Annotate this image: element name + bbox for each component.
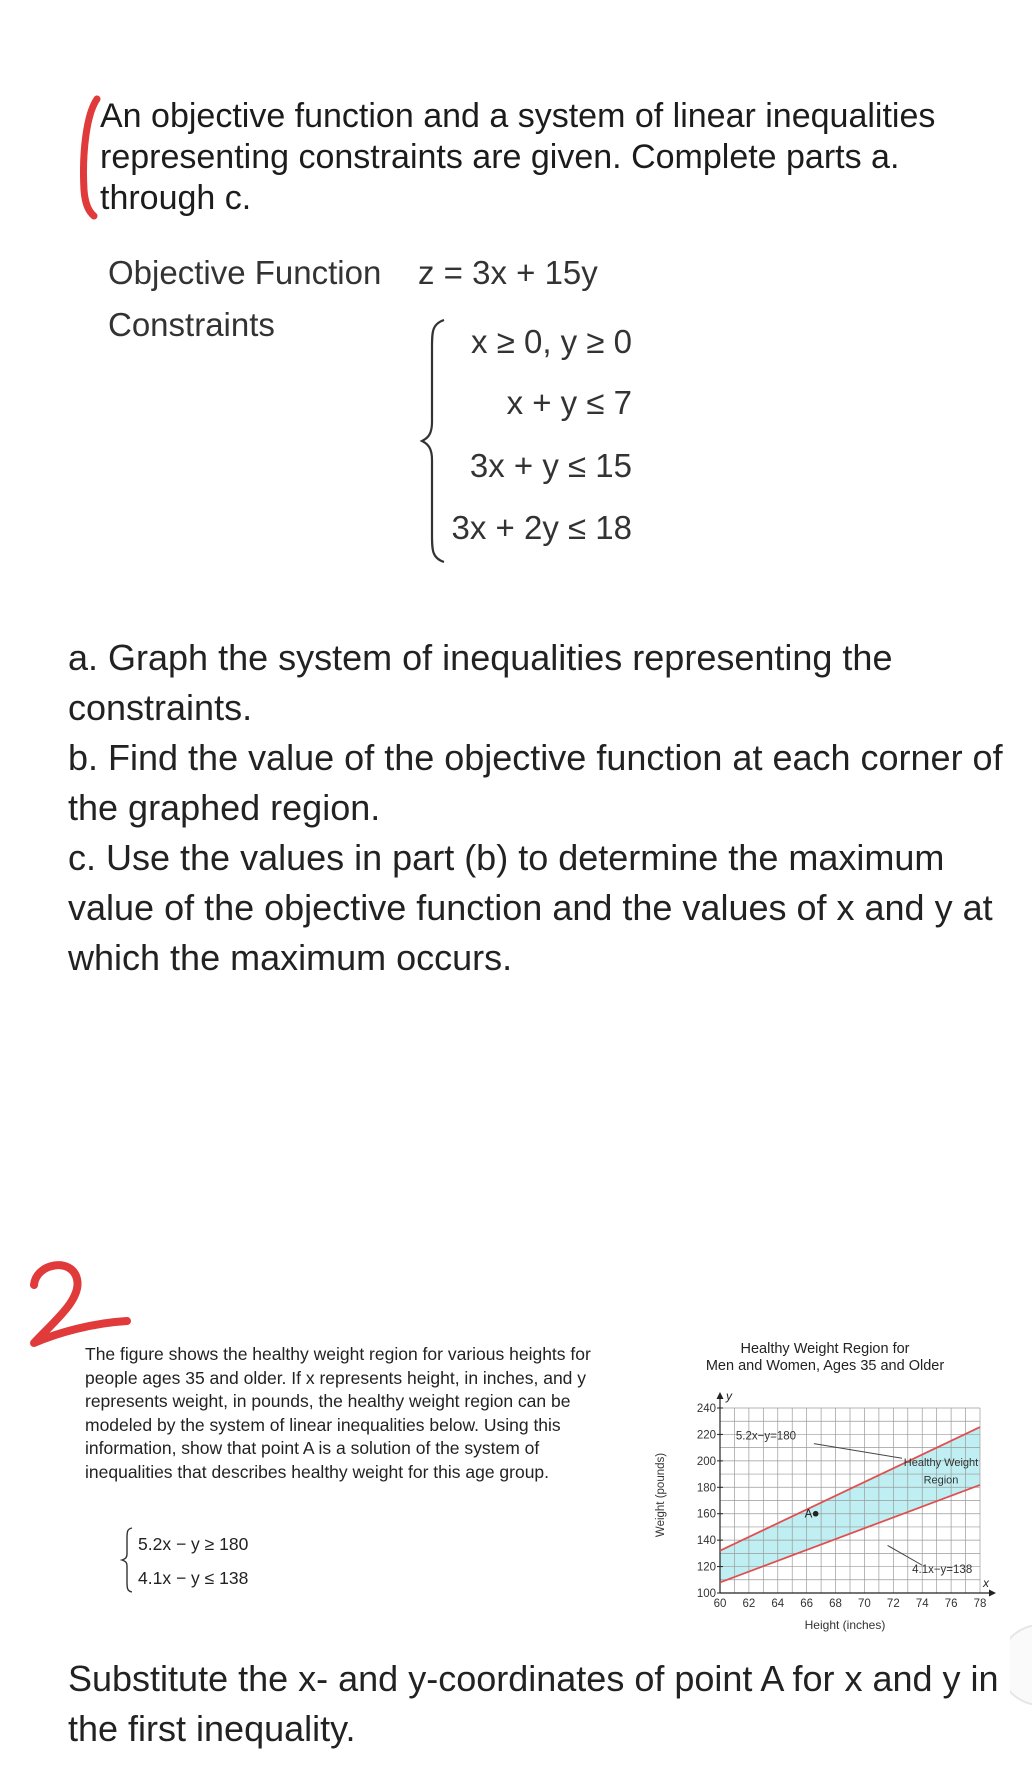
y-tick-label: 180 (696, 1482, 716, 1495)
inequalities-brace-icon (120, 1527, 134, 1593)
y-axis-letter: y (726, 1389, 732, 1403)
chart-xlabel: Height (inches) (804, 1618, 886, 1632)
y-tick-label: 240 (696, 1403, 716, 1415)
x-axis-arrow-icon (989, 1590, 996, 1597)
y-axis-arrow-icon (717, 1392, 724, 1399)
x-axis-letter: x (983, 1576, 989, 1590)
constraint-3x-plus-2y: 3x + 2y ≤ 18 (451, 509, 632, 546)
chart-subtitle: Men and Women, Ages 35 and Older (705, 1358, 945, 1374)
chart-ylabel: Weight (pounds) (655, 1452, 667, 1538)
series-label-lower-leader (888, 1545, 923, 1565)
objective-function-expression: z = 3x + 15y (418, 254, 598, 291)
x-tick-label: 64 (771, 1598, 785, 1610)
region-label-line-2: Region (923, 1474, 959, 1487)
point-a-marker (813, 1511, 819, 1517)
point-a-label: A (804, 1508, 813, 1521)
x-tick-label: 66 (800, 1598, 814, 1610)
x-tick-label: 74 (915, 1598, 929, 1610)
floating-button-edge (1010, 1625, 1032, 1705)
part-a: a. Graph the system of inequalities representing the constraints. (68, 637, 893, 728)
red-annotation-mark-1 (80, 95, 102, 220)
region-label-line-1: Healthy Weight (903, 1457, 979, 1470)
series-label-lower: 4.1x−y=138 (912, 1564, 973, 1577)
objective-function-label: Objective Function (108, 254, 382, 291)
problem1-intro: An objective function and a system of linear inequalities representing constraints are given. Complete parts a. through c. (100, 97, 936, 217)
healthy-weight-chart (640, 1333, 1000, 1633)
x-tick-label: 62 (742, 1598, 756, 1610)
chart-title: Healthy Weight Region for (740, 1341, 910, 1357)
x-tick-label: 72 (886, 1598, 900, 1610)
y-tick-label: 140 (696, 1535, 716, 1548)
constraint-3x-plus-y: 3x + y ≤ 15 (469, 447, 632, 484)
x-tick-label: 70 (858, 1598, 871, 1610)
series-label-upper: 5.2x−y=180 (735, 1430, 796, 1443)
x-tick-label: 76 (944, 1598, 958, 1610)
substitute-instruction: Substitute the x- and y-coordinates of point A for x and y in the first inequality. (68, 1658, 999, 1749)
constraint-sum: x + y ≤ 7 (506, 384, 632, 421)
series-label-upper-leader (814, 1444, 902, 1459)
part-c: c. Use the values in part (b) to determine the maximum value of the objective function and the values of x and y at which the maximum occurs. (68, 837, 993, 978)
x-tick-label: 60 (713, 1598, 727, 1610)
inequality-2: 4.1x − y ≤ 138 (138, 1568, 249, 1588)
x-tick-label: 68 (829, 1598, 842, 1610)
y-tick-label: 160 (696, 1508, 716, 1521)
problem1-parts (68, 633, 1018, 983)
inequality-1: 5.2x − y ≥ 180 (138, 1534, 249, 1554)
constraint-nonnegativity: x ≥ 0, y ≥ 0 (471, 323, 632, 360)
y-tick-label: 200 (696, 1455, 716, 1468)
y-tick-label: 220 (696, 1429, 716, 1442)
part-b: b. Find the value of the objective function at each corner of the graphed region. (68, 737, 1003, 828)
x-tick-label: 78 (973, 1598, 987, 1610)
constraints-label: Constraints (108, 306, 275, 343)
red-annotation-mark-2 (22, 1255, 132, 1351)
y-tick-label: 120 (696, 1561, 716, 1574)
y-tick-label: 100 (696, 1588, 716, 1600)
problem2-text: The figure shows the healthy weight region for various heights for people ages 35 and older. If x represents height, in inches, and y represents weight, in pounds, the healthy weight region can be modeled by the system of linear inequalities below. Using this information, show that point A is a solution of the system of inequalities that describes healthy weight for this age group. (85, 1344, 591, 1482)
